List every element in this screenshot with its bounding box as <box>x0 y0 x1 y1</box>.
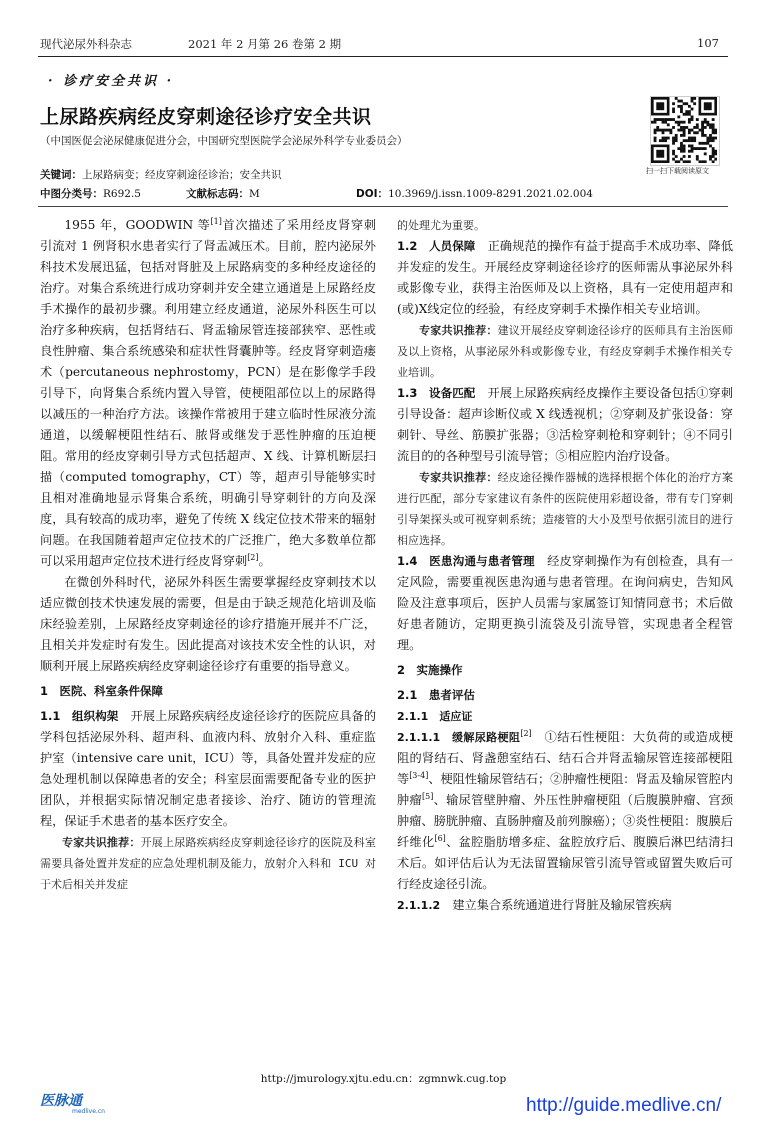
section-2-1-1-2-text: 建立集合系统通道进行肾脏及输尿管疾病 <box>440 898 672 912</box>
section-2-1-1-2 <box>397 895 733 916</box>
section-1-4-text: 经皮穿刺操作为有创检查，具有一定风险，需要重视医患沟通与患者管理。在询问病史，告知风险及注意事项后，医护人员需与家属签订知情同意书；术后做好患者随访，定期更换引流袋及引流导管，实现患者全程管理。 <box>397 554 734 652</box>
qr-code-pattern <box>651 97 717 163</box>
section-2-1-1-1-text-d: 、盆腔脂肪增多症、盆腔放疗后、腹膜后淋巴结清扫术后。如评估后认为无法留置输尿管引流导管或留置失败后可行经皮途径引流。 <box>397 835 734 891</box>
author-affiliation: （中国医促会泌尿健康促进分会，中国研究型医院学会泌尿外科学专业委员会） <box>40 135 408 147</box>
document-code-line <box>186 186 260 201</box>
section-2-1-1-1-text-c: 、输尿管壁肿瘤、外压性肿瘤梗阻（后腹膜肿瘤、宫颈肿瘤、膀胱肿瘤、直肠肿瘤及前列腺癌）；③炎性梗阻：腹膜后纤维化 <box>397 793 734 849</box>
document-code: M <box>249 188 260 200</box>
clc-label: 中图分类号： <box>40 188 103 200</box>
section-2-1-1-1-text-a: ①结石性梗阻：大负荷的或造成梗阻的肾结石、肾盏憩室结石、结石合并肾盂输尿管连接部梗阻等 <box>397 730 734 786</box>
expert-recommendation-2 <box>397 320 733 383</box>
document-code-label: 文献标志码： <box>186 188 249 200</box>
column-name: · 诊疗安全共识 · <box>48 74 175 89</box>
section-1-2 <box>397 236 733 320</box>
section-1-3 <box>397 383 733 467</box>
keywords: 上尿路病变；经皮穿刺途径诊治；安全共识 <box>82 169 282 181</box>
keywords-line <box>40 167 282 182</box>
journal-name: 现代泌尿外科杂志 <box>40 37 132 51</box>
qr-finder-square <box>704 102 712 110</box>
section-2-1-1-1-text-b: 、梗阻性输尿管结石；②肿瘤性梗阻：肾盂及输尿管腔内肿瘤 <box>397 772 733 807</box>
section-1-4 <box>397 551 733 656</box>
citation-1[interactable]: [1] <box>210 216 222 226</box>
paper-title: 上尿路疾病经皮穿刺途径诊疗安全共识 <box>40 106 372 128</box>
qr-finder-square <box>656 150 664 158</box>
doi-label: DOI： <box>356 188 389 200</box>
expert-text-3: 经皮途径操作器械的选择根据个体化的治疗方案进行匹配，部分专家建议有条件的医院使用彩超设备，带有专门穿刺引导架探头或可视穿刺系统；造瘘管的大小及型号依据引流目的进行相应选择。 <box>397 471 734 547</box>
citation-2[interactable]: [2] <box>247 552 259 562</box>
section-heading-2-1-1: 2.1.1 适应证 <box>397 710 473 723</box>
intro-text-a: 1955 年，GOODWIN 等 <box>64 218 211 232</box>
expert-text-2: 建议开展经皮穿刺途径诊疗的医师具有主治医师及以上资格，从事泌尿外科或影像专业，有经皮穿刺手术操作相关专业培训。 <box>397 324 734 379</box>
section-heading-1-2: 1.2 人员保障 <box>397 239 476 253</box>
qr-finder-square <box>656 102 664 110</box>
section-1-1-text: 开展上尿路疾病经皮途径诊疗的医院应具备的学科包括泌尿外科、超声科、血液内科、放射介入科、重症监护室（intensive care unit，ICU）等，具备处置并发症的应急处理机制以保障患者的安全；科室层面需要配备专业的医护团队，并根据实际情况制定患者接诊、治疗、随访的管理流程，保证手术患者的基本医疗安全。 <box>40 709 377 828</box>
expert-label-2: 专家共识推荐： <box>419 324 498 337</box>
meta-rule <box>38 206 728 207</box>
section-heading-2-1-1-1: 2.1.1.1 缓解尿路梗阻 <box>397 731 521 744</box>
doi-line <box>356 186 593 201</box>
issue-info: 2021 年 2 月第 26 卷第 2 期 <box>188 37 342 51</box>
expert-label-1: 专家共识推荐： <box>62 836 141 849</box>
expert-recommendation-1-cont: 的处理尤为重要。 <box>397 219 485 232</box>
section-heading-2-1: 2.1 患者评估 <box>397 688 475 702</box>
intro-paragraph-1 <box>40 215 376 572</box>
section-2-1-1-1 <box>397 727 733 895</box>
expert-recommendation-3 <box>397 467 733 551</box>
expert-label-3: 专家共识推荐： <box>419 471 498 484</box>
section-1-3-text: 开展上尿路疾病经皮操作主要设备包括①穿刺引导设备：超声诊断仪或 X 线透视机；②穿刺及扩张设备：穿刺针、导丝、筋膜扩张器；③活检穿刺枪和穿刺针；④不同引流目的的各种型号引流导管；⑤相应腔内治疗设备。 <box>397 386 734 463</box>
intro-text-b: 首次描述了采用经皮肾穿刺引流对 1 例肾积水患者实行了肾盂减压术。目前，腔内泌尿外科技术发展迅猛，包括对肾脏及上尿路病变的多种经皮途径的治疗。对集合系统进行成功穿刺并安全建立通道是上尿路经皮手术操作的最初步骤。利用建立经皮通道，泌尿外科医生可以治疗多种疾病，包括肾结石、肾盂输尿管连接部狭窄、恶性或良性肿瘤、集合系统感染和症状性肾囊肿等。经皮肾穿刺造瘘术（percutaneous nephrostomy，PCN）是在影像学手段引导下，向肾集合系统内置入导管，使梗阻部位以上的尿路得以减压的一种治疗方法。该操作常被用于建立临时性尿液分流通道，以缓解梗阻性结石、脓肾或继发于恶性肿瘤的压迫梗阻。常用的经皮穿刺引导方式包括超声、X 线、计算机断层扫描（computed tomography，CT）等，超声引导能够实时且相对准确地显示肾集合系统，明确引导穿刺针的方向及深度，具有较高的成功率，避免了传统 X 线定位技术带来的辐射问题。在我国随着超声定位技术的广泛推广，绝大多数单位都可以采用超声定位技术进行经皮肾穿刺 <box>40 218 377 568</box>
intro-text-end: 。 <box>258 554 271 568</box>
right-column <box>397 215 733 916</box>
citation-2b[interactable]: [2] <box>520 728 532 738</box>
medlive-logo-subtitle: medlive.cn <box>72 1108 105 1115</box>
citation-6[interactable]: [6] <box>434 833 446 843</box>
clc-number: R692.5 <box>103 188 141 200</box>
section-heading-1-1: 1.1 组织构架 <box>40 709 119 723</box>
section-1-2-text: 正确规范的操作有益于提高手术成功率、降低并发症的发生。开展经皮穿刺途径诊疗的医师需从事泌尿外科或影像专业，获得主治医师及以上资格，具有一定使用超声和(或)X线定位的经验，有经皮穿刺手术操作相关专业培训。 <box>397 239 734 316</box>
section-heading-1: 1 医院、科室条件保障 <box>40 684 164 698</box>
footer-url[interactable]: http://jmurology.xjtu.edu.cn：zgmnwk.cug.top <box>260 1073 507 1085</box>
keywords-label: 关键词： <box>40 169 82 181</box>
expert-recommendation-1 <box>40 832 376 895</box>
medlive-logo: 医脉通 <box>40 1093 82 1109</box>
section-heading-2: 2 实施操作 <box>397 663 463 677</box>
doi: 10.3969/j.issn.1009-8291.2021.02.004 <box>388 188 593 200</box>
watermark-url[interactable]: http://guide.medlive.cn/ <box>526 1095 722 1116</box>
qr-caption: 扫一扫下载阅读原文 <box>646 167 709 175</box>
page-number: 107 <box>697 36 719 50</box>
header-rule <box>38 56 728 57</box>
intro-paragraph-2: 在微创外科时代，泌尿外科医生需要掌握经皮穿刺技术以适应微创技术快速发展的需要，但是由于缺乏规范化培训及临床经验差别，上尿路经皮穿刺途径的诊疗措施开展并不广泛，且相关并发症时有发生。因此提高对该技术安全性的认识，对顺利开展上尿路疾病经皮穿刺途径诊疗有重要的指导意义。 <box>40 575 376 673</box>
citation-5[interactable]: [5] <box>421 791 434 801</box>
expert-text-1: 开展上尿路疾病经皮穿刺途径诊疗的医院及科室需要具备处置并发症的应急处理机制及能力，放射介入科和 ICU 对于术后相关并发症 <box>40 836 377 891</box>
section-heading-2-1-1-2: 2.1.1.2 <box>397 899 441 912</box>
section-heading-1-3: 1.3 设备匹配 <box>397 386 476 400</box>
left-column <box>40 215 376 895</box>
section-heading-1-4: 1.4 医患沟通与患者管理 <box>397 554 535 568</box>
clc-line <box>40 186 141 201</box>
citation-3-4[interactable]: [3-4] <box>409 770 429 780</box>
qr-code[interactable] <box>650 96 720 166</box>
section-1-1 <box>40 706 376 832</box>
